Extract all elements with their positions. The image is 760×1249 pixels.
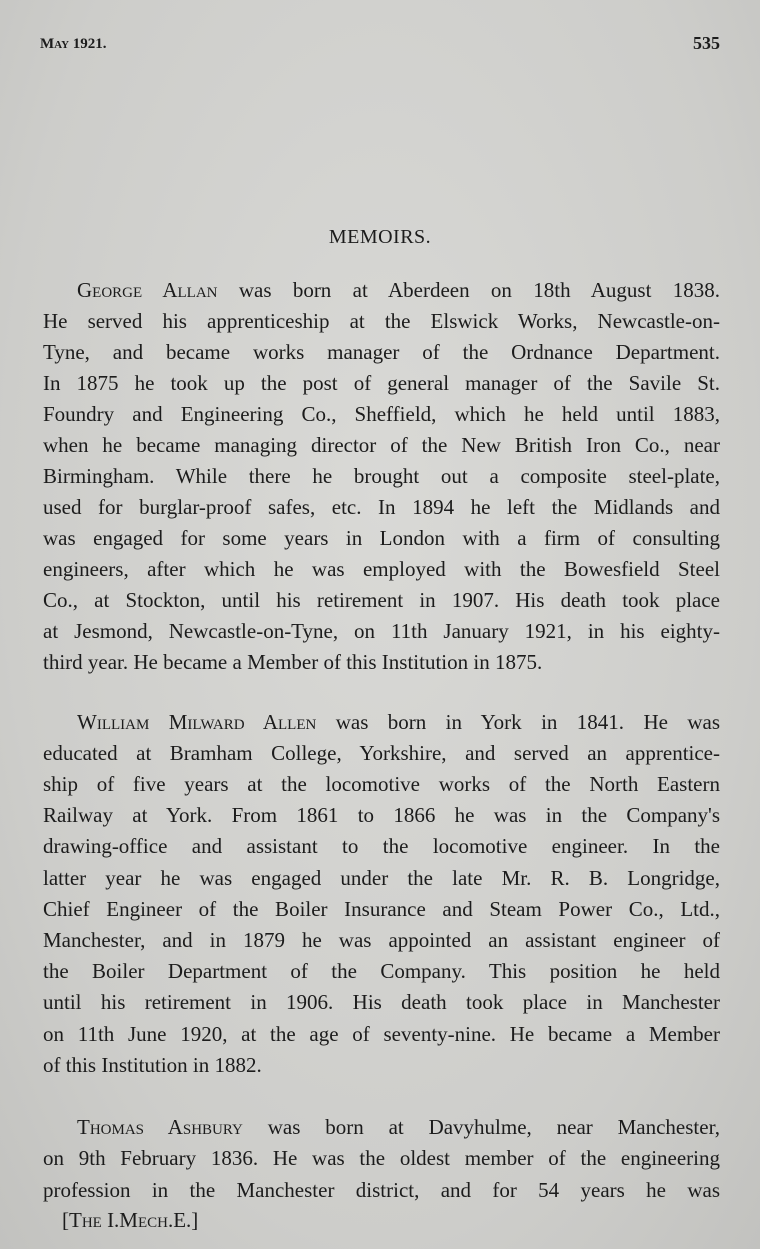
memoir-line-text: latter year he was engaged under the late Mr. R. B. Longridge, (43, 865, 720, 890)
memoir-line (43, 306, 720, 337)
memoir-line-text: ship of five years at the locomotive works of the North Eastern (43, 771, 720, 796)
memoir-line (43, 585, 720, 616)
page-number: 535 (693, 33, 720, 53)
memoir-line (43, 461, 720, 492)
memoir-line-text: profession in the Manchester district, and for 54 years he was (43, 1177, 720, 1202)
memoir-line-text: Co., at Stockton, until his retirement in 1907. His death took place (43, 588, 720, 613)
footer-signature: [The I.Mech.E.] (62, 1208, 199, 1232)
memoir-line-text: was born at Davyhulme, near Manchester, (242, 1114, 720, 1139)
memoir-line (77, 275, 720, 306)
memoir-line (43, 925, 720, 956)
memoir-line-text: In 1875 he took up the post of general manager of the Savile St. (43, 370, 720, 395)
memoir-line-text: Manchester, and in 1879 he was appointed an assistant engineer of (43, 927, 720, 952)
memoir-line-text: used for burglar-proof safes, etc. In 1894 he left the Midlands and (43, 495, 720, 520)
memoir-line-text: on 11th June 1920, at the age of seventy-nine. He became a Member (43, 1021, 720, 1046)
memoir-line-text: Railway at York. From 1861 to 1866 he was in the Company's (43, 803, 720, 828)
memoir-line-text: drawing-office and assistant to the locomotive engineer. In the (43, 834, 720, 859)
memoir-line (43, 616, 720, 647)
memoir-line (43, 430, 720, 461)
memoir-name: Thomas Ashbury (77, 1114, 243, 1139)
memoir-line-text: was born in York in 1841. He was (316, 709, 720, 734)
memoir-line (43, 399, 720, 430)
memoir-line-text: was engaged for some years in London with a firm of consulting (43, 526, 720, 551)
memoir-line (43, 1019, 720, 1050)
memoir-line (43, 956, 720, 987)
memoir-line (43, 831, 720, 862)
memoir-line (43, 1175, 720, 1206)
memoir-line-text: until his retirement in 1906. His death took place in Manchester (43, 990, 720, 1015)
memoir-line-text: engineers, after which he was employed with the Bowesfield Steel (43, 557, 720, 582)
memoir-line (43, 1050, 720, 1081)
memoir-line-text: of this Institution in 1882. (43, 1052, 262, 1077)
memoir-line (43, 769, 720, 800)
memoir-line-text: educated at Bramham College, Yorkshire, and served an apprentice- (43, 740, 720, 765)
memoir-line-text: at Jesmond, Newcastle-on-Tyne, on 11th January 1921, in his eighty- (43, 619, 720, 644)
memoir-line-text: He served his apprenticeship at the Elswick Works, Newcastle-on- (43, 308, 720, 333)
memoir-line (43, 1143, 720, 1174)
memoir-line (43, 894, 720, 925)
memoir-line-text: Birmingham. While there he brought out a composite steel-plate, (43, 463, 720, 488)
memoir-line-text: Foundry and Engineering Co., Sheffield, which he held until 1883, (43, 401, 720, 426)
memoir-name: George Allan (77, 277, 218, 302)
memoir-line (43, 987, 720, 1018)
section-title: MEMOIRS. (328, 226, 432, 248)
memoir-line-text: third year. He became a Member of this Institution in 1875. (43, 650, 543, 675)
memoir-line-text: on 9th February 1836. He was the oldest member of the engineering (43, 1146, 720, 1170)
memoir-line (77, 707, 720, 738)
memoir-line-text: the Boiler Department of the Company. This position he held (43, 959, 720, 984)
memoir-line (43, 337, 720, 368)
running-header-date: May 1921. (40, 36, 107, 52)
memoir-line-text: Chief Engineer of the Boiler Insurance and Steam Power Co., Ltd., (43, 896, 720, 921)
memoir-line-text: Tyne, and became works manager of the Ordnance Department. (43, 339, 720, 364)
memoir-line (43, 647, 720, 678)
memoir-line (43, 368, 720, 399)
memoir-line (43, 800, 720, 831)
memoir-line (43, 554, 720, 585)
memoir-line (77, 1112, 720, 1143)
memoir-line (43, 523, 720, 554)
memoir-name: William Milward Allen (77, 709, 317, 734)
memoir-line (43, 738, 720, 769)
memoir-line-text: was born at Aberdeen on 18th August 1838. (217, 277, 720, 302)
memoir-line (43, 492, 720, 523)
memoir-line (43, 863, 720, 894)
memoir-line-text: when he became managing director of the New British Iron Co., near (43, 432, 720, 457)
